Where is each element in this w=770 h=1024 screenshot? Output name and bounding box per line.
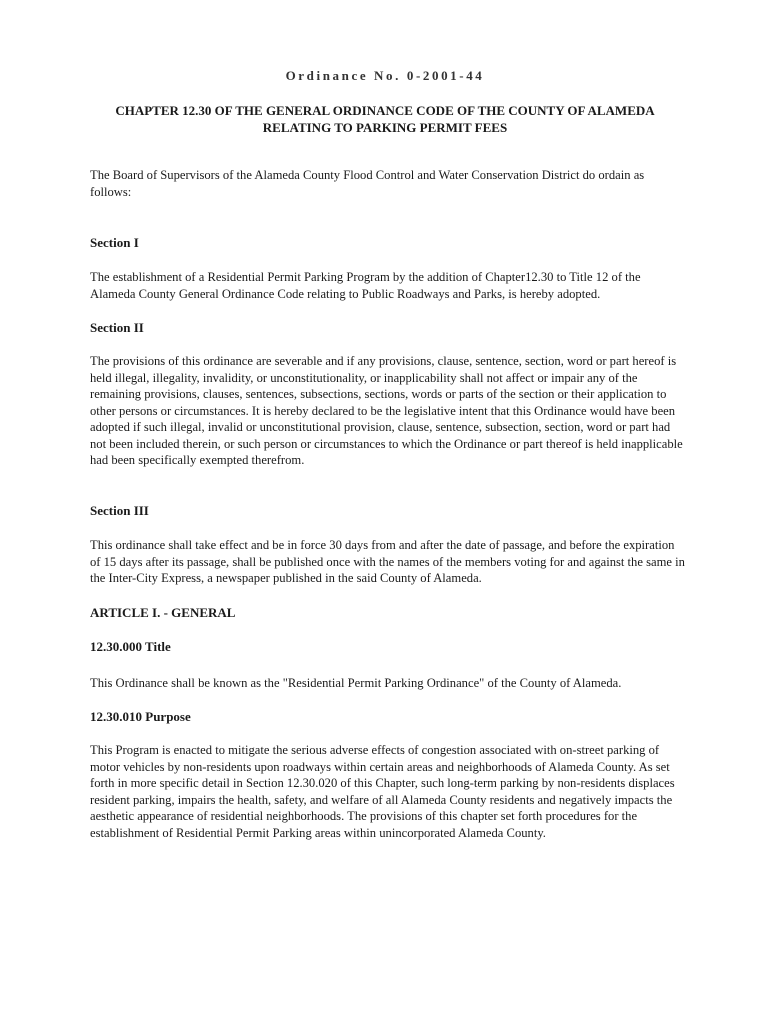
section-3-heading: Section III	[90, 503, 149, 518]
article-heading: ARTICLE I. - GENERAL	[90, 605, 236, 620]
section-3-body: This ordinance shall take effect and be in force 30 days from and after the date of passage, and before the expiration of 15 days after its passage, shall be published once with the names of the members voting for and against the same in the Inter-City Express, a newspaper published in the said County of Alameda.	[90, 538, 685, 585]
chapter-title-line-2: RELATING TO PARKING PERMIT FEES	[262, 120, 508, 135]
title-subsection-body: This Ordinance shall be known as the "Residential Permit Parking Ordinance" of the County of Alameda.	[90, 676, 622, 690]
ordinance-number: Ordinance No. 0-2001-44	[285, 68, 485, 83]
section-1-heading: Section I	[90, 235, 139, 250]
title-subsection-heading: 12.30.000 Title	[90, 639, 171, 654]
purpose-subsection-heading: 12.30.010 Purpose	[90, 709, 191, 724]
chapter-title-line-1: CHAPTER 12.30 OF THE GENERAL ORDINANCE CODE OF THE COUNTY OF ALAMEDA	[115, 103, 655, 118]
section-1-body: The establishment of a Residential Permit Parking Program by the addition of Chapter12.30 to Title 12 of the Alameda County General Ordinance Code relating to Public Roadways and Parks, is hereby adopted.	[90, 270, 641, 301]
intro-paragraph: The Board of Supervisors of the Alameda County Flood Control and Water Conservation District do ordain as follows:	[90, 168, 645, 199]
section-2-heading: Section II	[90, 320, 144, 335]
chapter-title	[90, 102, 680, 136]
section-2-body: The provisions of this ordinance are severable and if any provisions, clause, sentence, section, word or part hereof is held illegal, illegality, invalidity, or unconstitutionality, or inapplicability shall not affect or impair any of the remaining provisions, clauses, sentences, subsections, sections, words or parts of the section or their application to other persons or circumstances. It is hereby declared to be the legislative intent that this Ordinance would have been adopted if such illegal, invalid or unconstitutional provision, clause, sentence, subsection, section, word or part had not been included therein, or such person or circumstances to which the Ordinance or part thereof is held inapplicable had been specifically exempted therefrom.	[90, 354, 683, 467]
purpose-subsection-body: This Program is enacted to mitigate the serious adverse effects of congestion associated with on-street parking of motor vehicles by non-residents upon roadways within certain areas and neighborhoods of Alameda County. As set forth in more specific detail in Section 12.30.020 of this Chapter, such long-term parking by non-residents displaces resident parking, impairs the health, safety, and welfare of all Alameda County residents and negatively impacts the aesthetic appearance of residential neighborhoods. The provisions of this chapter set forth procedures for the establishment of Residential Permit Parking areas within unincorporated Alameda County.	[90, 743, 675, 840]
